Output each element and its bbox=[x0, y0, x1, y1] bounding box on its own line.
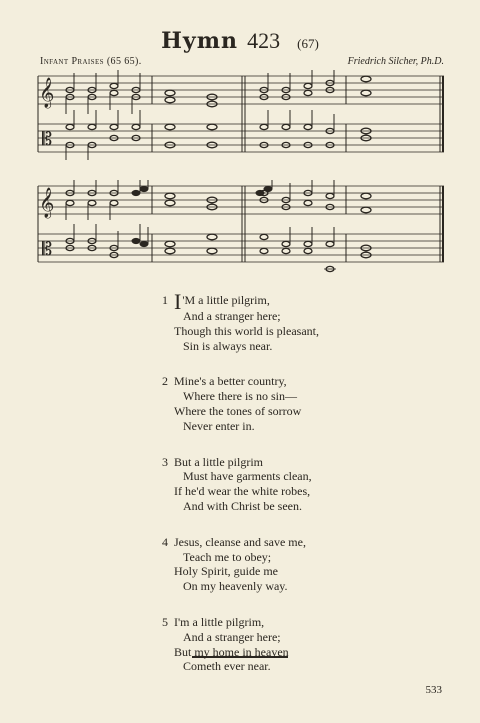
verse-line-text: 'M a little pilgrim, bbox=[182, 293, 270, 307]
hymn-title bbox=[0, 28, 480, 54]
svg-text:𝄡: 𝄡 bbox=[42, 239, 53, 260]
verse-line: But my home in heaven bbox=[174, 644, 289, 659]
composer-credit: Friedrich Silcher, Ph.D. bbox=[347, 56, 444, 67]
verse-line: Holy Spirit, guide me bbox=[174, 564, 278, 579]
verse-1 bbox=[160, 289, 380, 353]
verse-5 bbox=[160, 615, 380, 674]
verse-line: And with Christ be seen. bbox=[183, 498, 302, 513]
verse-line: Sin is always near. bbox=[183, 338, 273, 353]
verse-line bbox=[160, 289, 380, 314]
verse-line: And a stranger here; bbox=[183, 309, 281, 323]
verse-number: 5 bbox=[162, 614, 168, 629]
music-system-1 bbox=[34, 70, 446, 162]
verse-line: Where there is no sin— bbox=[183, 389, 297, 404]
verse-2 bbox=[160, 374, 380, 433]
svg-text:𝄡: 𝄡 bbox=[42, 129, 53, 150]
verse-line: I'm a little pilgrim, bbox=[174, 614, 265, 629]
tune-name: Infant Praises (65 65). bbox=[40, 56, 142, 67]
music-system-2 bbox=[34, 180, 446, 276]
verse-line: Teach me to obey; bbox=[183, 549, 272, 564]
hymn-word: Hymn bbox=[161, 28, 238, 54]
verse-line: Mine's a better country, bbox=[174, 374, 287, 389]
hymn-alt-number: (67) bbox=[297, 36, 319, 51]
verse-line: On my heavenly way. bbox=[183, 579, 288, 594]
end-rule-divider bbox=[192, 656, 288, 658]
music-score-1 bbox=[34, 70, 446, 162]
drop-cap: I bbox=[174, 289, 182, 314]
verse-3 bbox=[160, 455, 380, 514]
verse-line: Jesus, cleanse and save me, bbox=[174, 534, 306, 549]
verse-4 bbox=[160, 535, 380, 594]
verse-number: 3 bbox=[162, 454, 168, 469]
svg-text:𝄞: 𝄞 bbox=[39, 188, 55, 218]
verse-line: Though this world is pleasant, bbox=[174, 323, 319, 338]
verse-number: 4 bbox=[162, 534, 168, 549]
page-number: 533 bbox=[425, 684, 442, 696]
verse-line: If he'd wear the white robes, bbox=[174, 484, 311, 499]
hymn-lyrics bbox=[160, 289, 380, 695]
verse-line: Must have garments clean, bbox=[183, 469, 312, 484]
verse-line: Cometh ever near. bbox=[183, 659, 271, 674]
verse-number: 2 bbox=[162, 374, 168, 389]
music-score-2 bbox=[34, 180, 446, 276]
verse-line: Where the tones of sorrow bbox=[174, 403, 302, 418]
verse-number: 1 bbox=[162, 293, 168, 307]
verse-line: But a little pilgrim bbox=[174, 454, 263, 469]
verse-line: Never enter in. bbox=[183, 418, 255, 433]
verse-line: And a stranger here; bbox=[183, 629, 281, 644]
hymn-number: 423 bbox=[247, 28, 281, 53]
svg-text:𝄞: 𝄞 bbox=[39, 78, 55, 108]
